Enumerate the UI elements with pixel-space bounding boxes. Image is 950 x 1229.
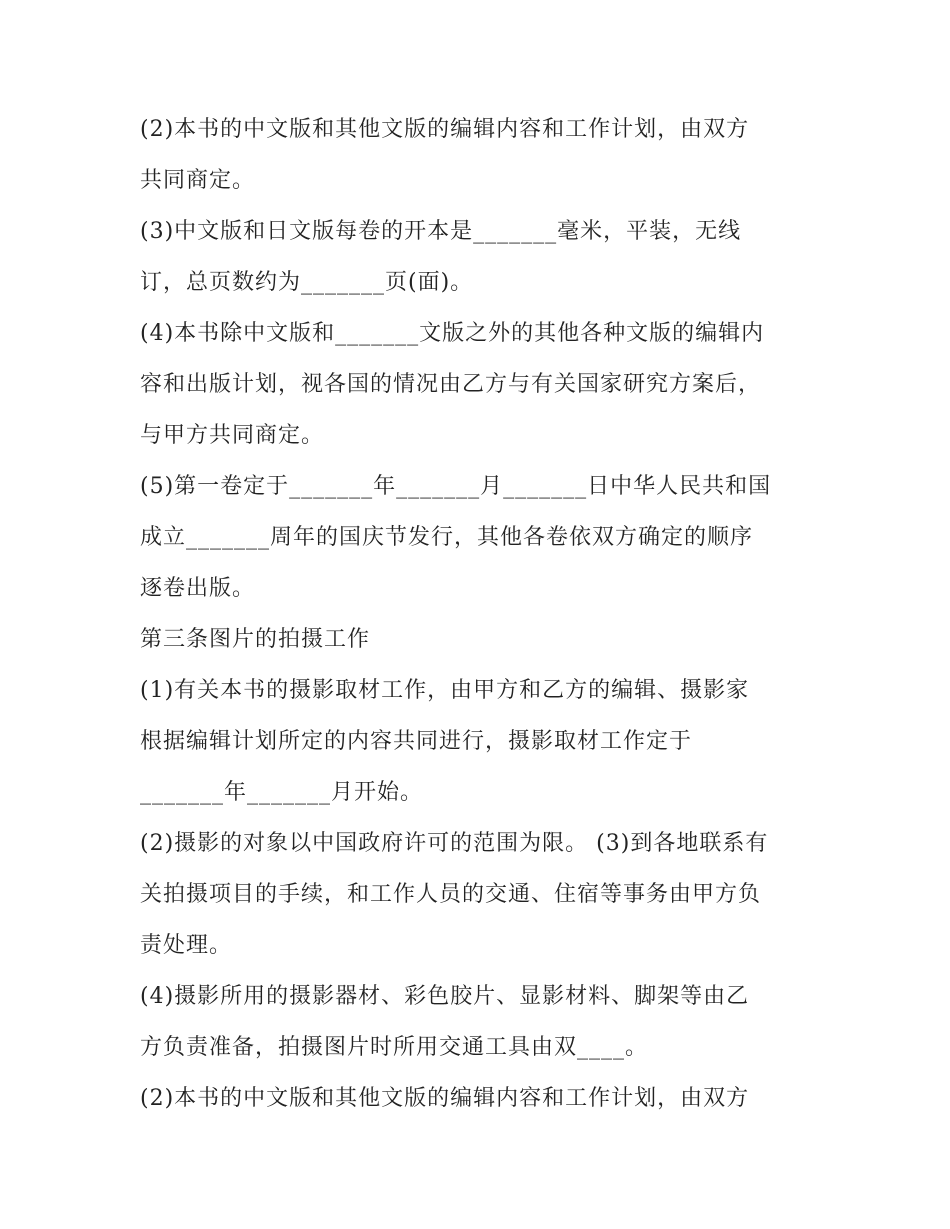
text-line: (1)有关本书的摄影取材工作，由甲方和乙方的编辑、摄影家: [140, 678, 750, 703]
text-line: (2)本书的中文版和其他文版的编辑内容和工作计划，由双方: [140, 117, 750, 142]
section-heading: 第三条图片的拍摄工作: [140, 627, 371, 652]
text-line: 方负责准备，拍摄图片时所用交通工具由双____。: [140, 1035, 649, 1060]
text-line: 共同商定。: [140, 168, 256, 193]
text-line: 责处理。: [140, 933, 233, 958]
text-line: 关拍摄项目的手续，和工作人员的交通、住宿等事务由甲方负: [140, 882, 762, 907]
text-line: _______年_______月开始。: [140, 780, 424, 805]
text-line: (2)本书的中文版和其他文版的编辑内容和工作计划，由双方: [140, 1086, 750, 1111]
text-line: 容和出版计划，视各国的情况由乙方与有关国家研究方案后，: [140, 372, 762, 397]
text-line: (4)本书除中文版和_______文版之外的其他各种文版的编辑内: [140, 321, 765, 346]
text-line: (3)中文版和日文版每卷的开本是_______毫米，平装，无线: [140, 219, 742, 244]
text-line: 逐卷出版。: [140, 576, 256, 601]
text-line: 订，总页数约为_______页(面)。: [140, 270, 474, 295]
text-line: 根据编辑计划所定的内容共同进行，摄影取材工作定于: [140, 729, 693, 754]
text-line: (5)第一卷定于_______年_______月_______日中华人民共和国: [140, 474, 772, 499]
text-line: (2)摄影的对象以中国政府许可的范围为限。 (3)到各地联系有: [140, 831, 769, 856]
text-line: (4)摄影所用的摄影器材、彩色胶片、显影材料、脚架等由乙: [140, 984, 750, 1009]
text-line: 成立_______周年的国庆节发行，其他各卷依双方确定的顺序: [140, 525, 754, 550]
text-line: 与甲方共同商定。: [140, 423, 325, 448]
